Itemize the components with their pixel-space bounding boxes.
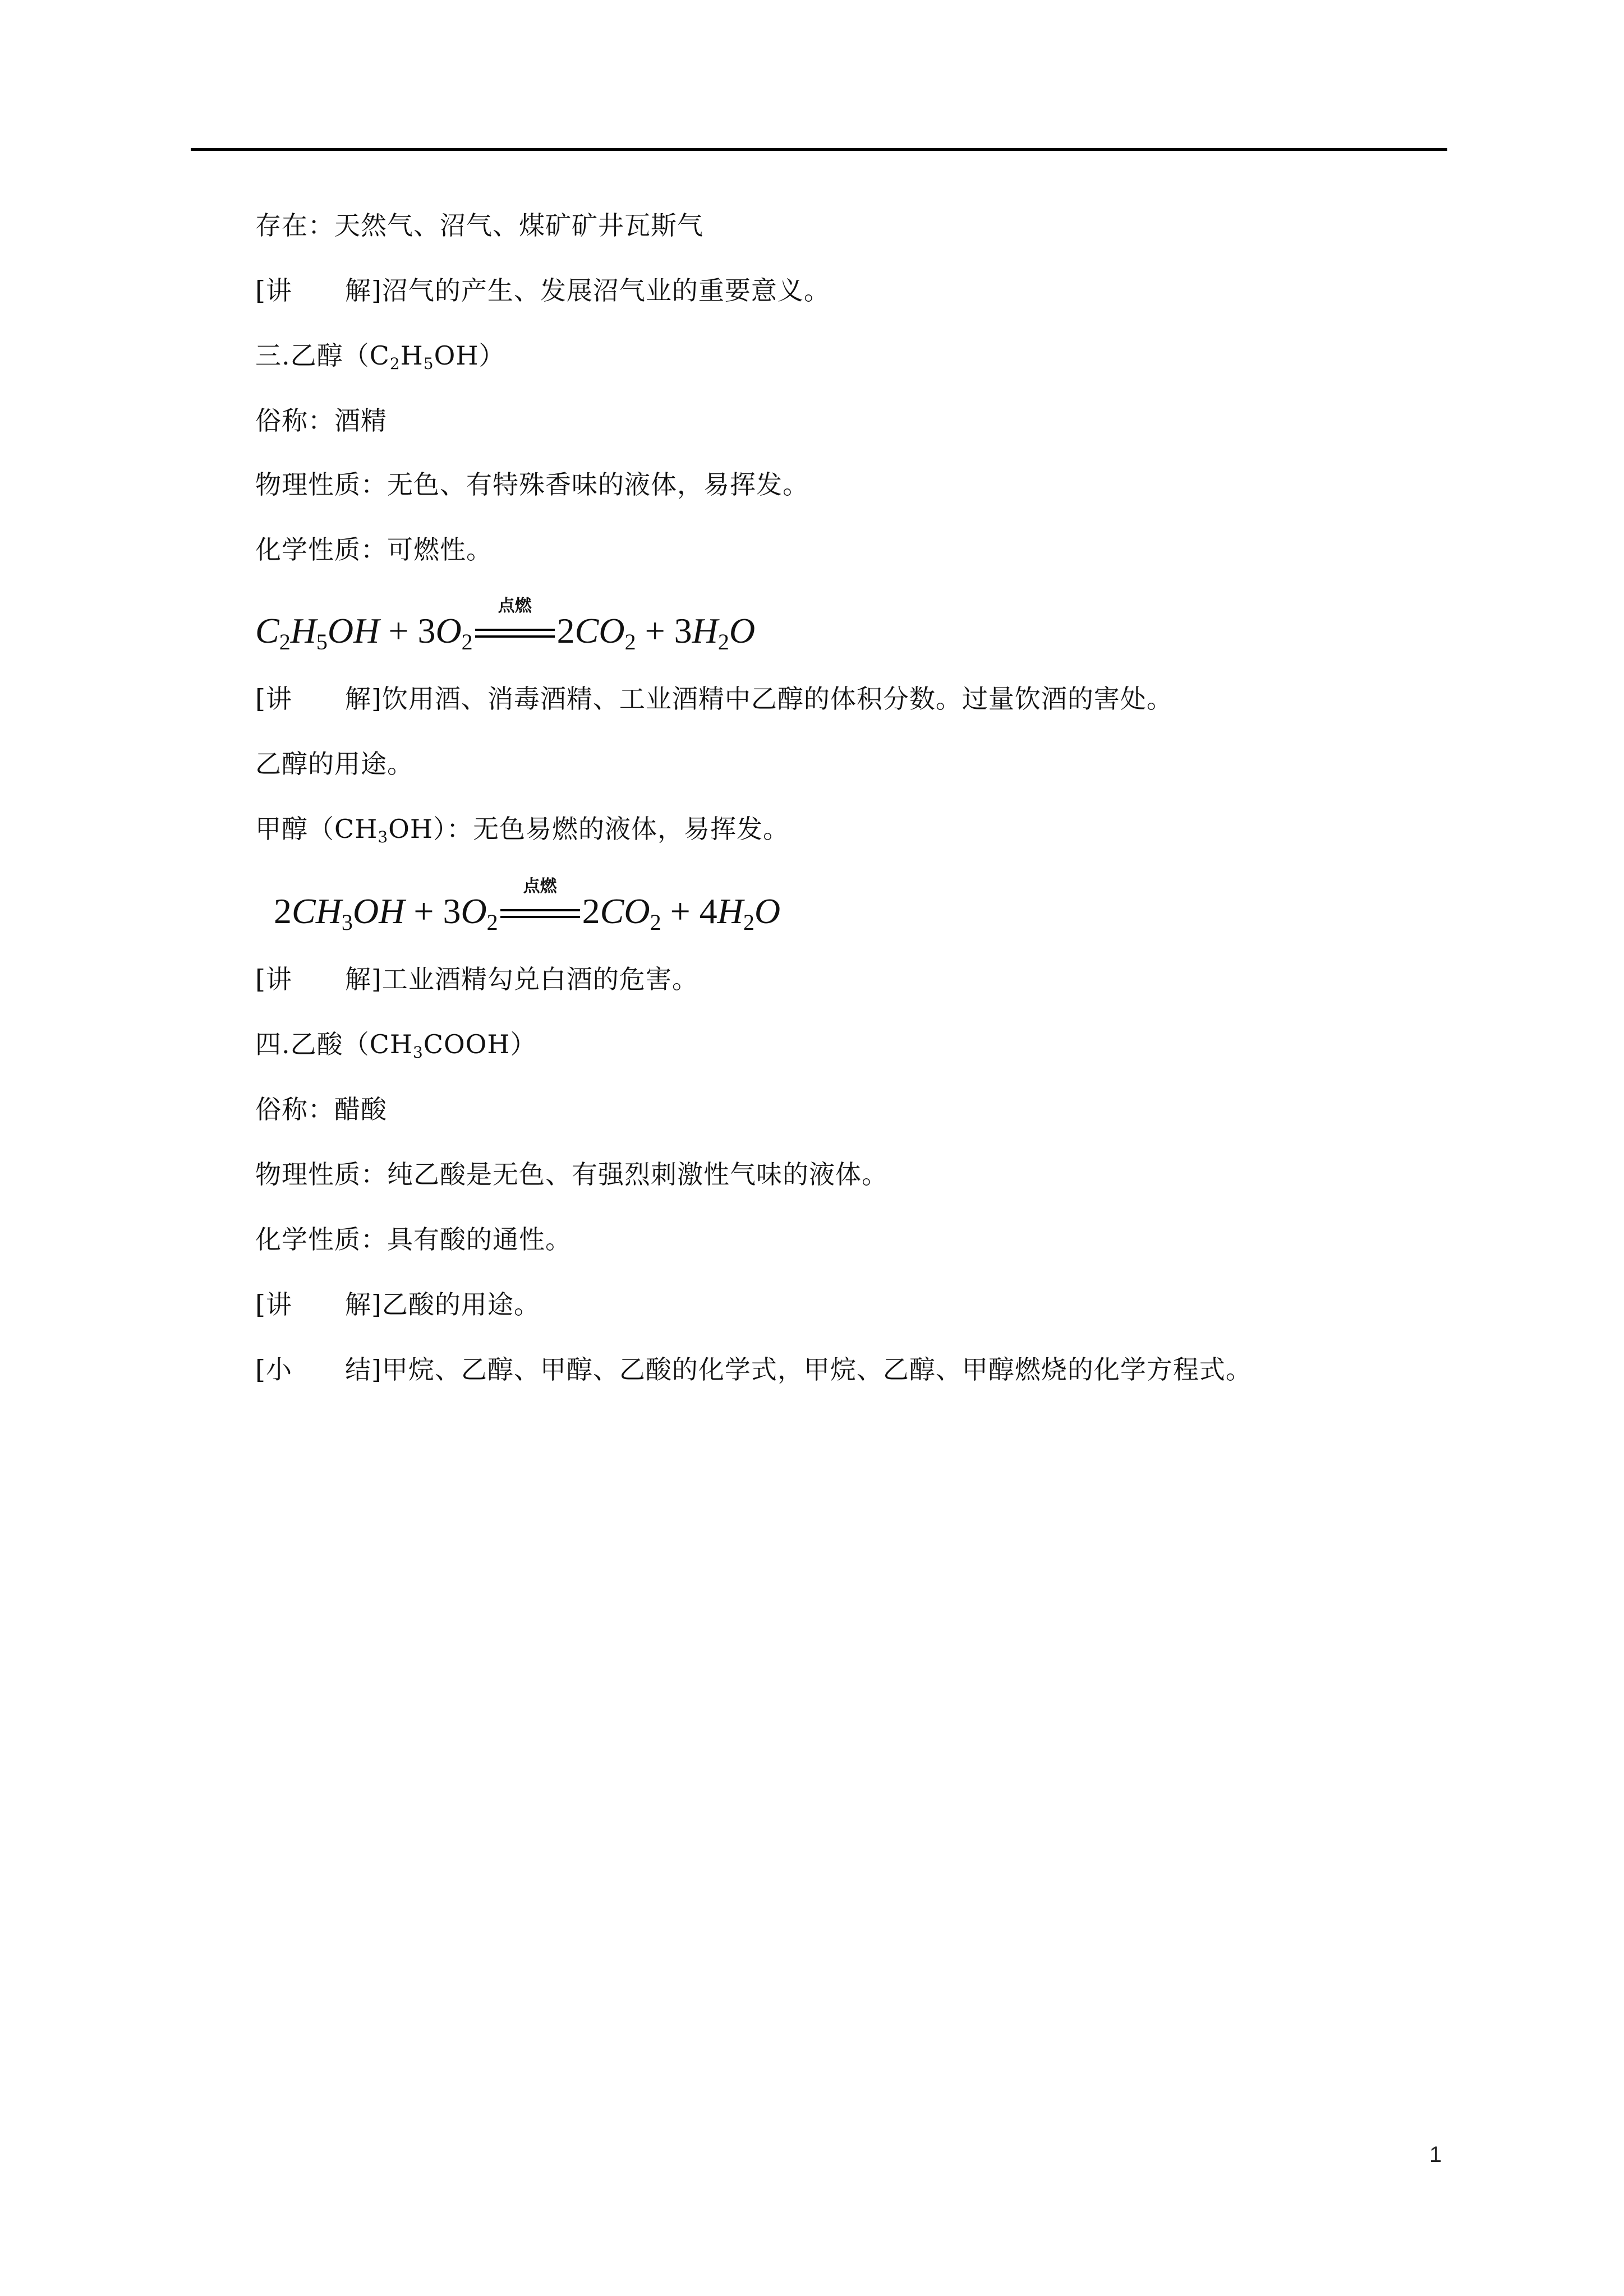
text-line-acetic-acid-uses: [讲 解]乙酸的用途。 xyxy=(255,1289,540,1320)
eq-term: H xyxy=(290,611,316,651)
reaction-condition-arrow xyxy=(473,596,557,653)
heading-text: 四.乙酸（CH xyxy=(255,1029,413,1059)
heading-text: H xyxy=(400,340,424,371)
eq-coefficient: 2 xyxy=(274,891,292,931)
text-line-physical-properties-acetic-acid: 物理性质：纯乙酸是无色、有强烈刺激性气味的液体。 xyxy=(255,1159,888,1190)
text-segment: 甲醇（CH xyxy=(255,814,378,844)
section-heading-ethanol xyxy=(255,339,505,372)
reaction-condition-arrow xyxy=(498,877,582,934)
eq-term: OH xyxy=(327,611,380,651)
eq-subscript: 5 xyxy=(316,629,328,654)
eq-subscript: 2 xyxy=(624,629,636,654)
text-line-chemical-properties-ethanol: 化学性质：可燃性。 xyxy=(255,534,493,565)
subscript: 3 xyxy=(378,828,389,846)
eq-term: C xyxy=(255,611,279,651)
eq-subscript: 2 xyxy=(486,910,498,935)
header-rule xyxy=(191,148,1447,151)
eq-subscript: 3 xyxy=(341,910,353,935)
subscript: 5 xyxy=(423,354,434,373)
heading-text: 三.乙醇（C xyxy=(255,340,390,371)
subscript: 2 xyxy=(389,354,401,373)
equals-bar xyxy=(475,635,555,638)
eq-coefficient: 4 xyxy=(699,891,717,931)
equals-bar xyxy=(500,916,580,918)
text-line-ethanol-uses: 乙醇的用途。 xyxy=(255,749,413,779)
eq-coefficient: 3 xyxy=(674,611,692,651)
eq-term: H xyxy=(692,611,718,651)
text-segment: OH）：无色易燃的液体，易挥发。 xyxy=(388,814,789,844)
eq-coefficient: 3 xyxy=(443,891,461,931)
eq-coefficient: 2 xyxy=(556,611,575,651)
text-line-summary: [小 结]甲烷、乙醇、甲醇、乙酸的化学式，甲烷、乙醇、甲醇燃烧的化学方程式。 xyxy=(255,1354,1252,1385)
heading-text: OH） xyxy=(434,340,505,371)
eq-operator: + xyxy=(379,611,418,651)
eq-term: O xyxy=(729,611,756,651)
eq-term: CO xyxy=(600,891,650,931)
eq-term: H xyxy=(717,891,743,931)
eq-operator: + xyxy=(636,611,674,651)
equals-bar xyxy=(500,909,580,911)
text-line-physical-properties-ethanol: 物理性质：无色、有特殊香味的液体，易挥发。 xyxy=(255,469,809,500)
eq-subscript: 2 xyxy=(461,629,473,654)
text-line-ethanol-explanation: [讲 解]饮用酒、消毒酒精、工业酒精中乙醇的体积分数。过量饮酒的害处。 xyxy=(255,684,1173,714)
eq-term: O xyxy=(435,611,462,651)
eq-subscript: 2 xyxy=(279,629,291,654)
text-line-common-name-acetic-acid: 俗称：醋酸 xyxy=(255,1094,387,1124)
reaction-condition-label: 点燃 xyxy=(523,877,557,896)
text-line-biogas-explanation: [讲 解]沼气的产生、发展沼气业的重要意义。 xyxy=(255,275,830,306)
equation-methanol-combustion xyxy=(274,877,781,935)
text-line-chemical-properties-acetic-acid: 化学性质：具有酸的通性。 xyxy=(255,1224,572,1255)
eq-term: CH xyxy=(292,891,342,931)
eq-coefficient: 3 xyxy=(417,611,436,651)
equals-bar xyxy=(475,629,555,631)
equation-ethanol-combustion xyxy=(255,596,756,654)
eq-term: CO xyxy=(574,611,625,651)
page-number: 1 xyxy=(1429,2142,1442,2167)
section-heading-acetic-acid xyxy=(255,1027,537,1061)
text-line-common-name-ethanol: 俗称：酒精 xyxy=(255,405,387,436)
text-line-existence: 存在：天然气、沼气、煤矿矿井瓦斯气 xyxy=(255,210,703,241)
eq-term: O xyxy=(754,891,781,931)
eq-subscript: 2 xyxy=(743,910,755,935)
eq-subscript: 2 xyxy=(717,629,729,654)
eq-operator: + xyxy=(404,891,443,931)
heading-text: COOH） xyxy=(423,1029,537,1059)
reaction-condition-label: 点燃 xyxy=(498,596,532,616)
eq-term: OH xyxy=(352,891,405,931)
eq-subscript: 2 xyxy=(650,910,661,935)
subscript: 3 xyxy=(412,1043,424,1062)
text-line-methanol xyxy=(255,812,789,846)
eq-operator: + xyxy=(661,891,700,931)
eq-term: O xyxy=(461,891,487,931)
eq-coefficient: 2 xyxy=(582,891,600,931)
text-line-industrial-alcohol-explanation: [讲 解]工业酒精勾兑白酒的危害。 xyxy=(255,964,698,994)
